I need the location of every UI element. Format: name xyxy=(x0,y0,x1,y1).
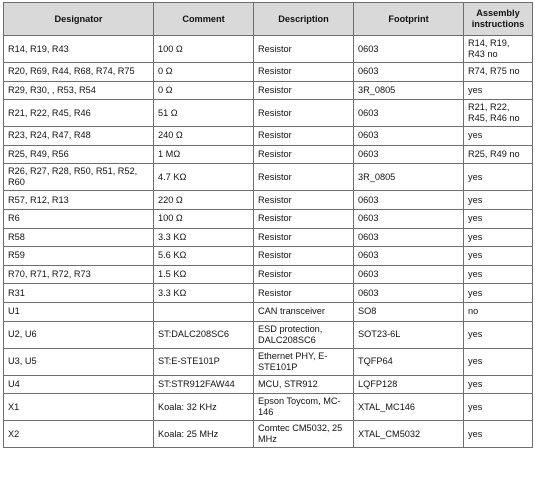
cell-designator: R23, R24, R47, R48 xyxy=(4,127,154,146)
cell-designator: U3, U5 xyxy=(4,348,154,375)
cell-comment: 51 Ω xyxy=(154,100,254,127)
cell-assembly: R25, R49 no xyxy=(464,145,533,164)
cell-designator: R29, R30, , R53, R54 xyxy=(4,81,154,100)
cell-comment: 240 Ω xyxy=(154,127,254,146)
header-designator: Designator xyxy=(4,3,154,36)
cell-description: Resistor xyxy=(254,247,354,266)
cell-footprint: 0603 xyxy=(354,265,464,284)
cell-description: Resistor xyxy=(254,265,354,284)
cell-description: Resistor xyxy=(254,164,354,191)
cell-description: Resistor xyxy=(254,63,354,82)
cell-assembly: yes xyxy=(464,81,533,100)
table-row xyxy=(4,265,533,284)
cell-assembly: yes xyxy=(464,321,533,348)
cell-footprint: 0603 xyxy=(354,63,464,82)
cell-footprint: SO8 xyxy=(354,302,464,321)
cell-designator: R20, R69, R44, R68, R74, R75 xyxy=(4,63,154,82)
cell-assembly: yes xyxy=(464,265,533,284)
table-row xyxy=(4,191,533,210)
cell-assembly: yes xyxy=(464,191,533,210)
cell-assembly: yes xyxy=(464,421,533,448)
header-description: Description xyxy=(254,3,354,36)
cell-assembly: yes xyxy=(464,284,533,303)
table-row xyxy=(4,63,533,82)
cell-footprint: 0603 xyxy=(354,247,464,266)
cell-assembly: yes xyxy=(464,375,533,394)
table-row xyxy=(4,209,533,228)
cell-footprint: TQFP64 xyxy=(354,348,464,375)
cell-description: Epson Toycom, MC-146 xyxy=(254,394,354,421)
cell-comment: Koala: 32 KHz xyxy=(154,394,254,421)
cell-assembly: yes xyxy=(464,209,533,228)
cell-designator: U2, U6 xyxy=(4,321,154,348)
cell-comment xyxy=(154,302,254,321)
cell-footprint: 3R_0805 xyxy=(354,81,464,100)
cell-designator: R59 xyxy=(4,247,154,266)
table-row xyxy=(4,247,533,266)
cell-footprint: 0603 xyxy=(354,191,464,210)
cell-description: Comtec CM5032, 25 MHz xyxy=(254,421,354,448)
cell-comment: 100 Ω xyxy=(154,209,254,228)
cell-designator: U4 xyxy=(4,375,154,394)
table-row xyxy=(4,321,533,348)
cell-footprint: 0603 xyxy=(354,145,464,164)
cell-description: ESD protection, DALC208SC6 xyxy=(254,321,354,348)
cell-comment: ST:STR912FAW44 xyxy=(154,375,254,394)
cell-designator: R6 xyxy=(4,209,154,228)
cell-comment: 3.3 KΩ xyxy=(154,284,254,303)
cell-description: Resistor xyxy=(254,228,354,247)
cell-comment: 4.7 KΩ xyxy=(154,164,254,191)
cell-comment: Koala: 25 MHz xyxy=(154,421,254,448)
cell-comment: ST:E-STE101P xyxy=(154,348,254,375)
cell-comment: 0 Ω xyxy=(154,81,254,100)
cell-footprint: SOT23-6L xyxy=(354,321,464,348)
table-row xyxy=(4,421,533,448)
cell-comment: 5.6 KΩ xyxy=(154,247,254,266)
table-row xyxy=(4,302,533,321)
table-body xyxy=(4,36,533,448)
cell-description: CAN transceiver xyxy=(254,302,354,321)
table-row xyxy=(4,394,533,421)
cell-comment: 220 Ω xyxy=(154,191,254,210)
cell-comment: ST:DALC208SC6 xyxy=(154,321,254,348)
cell-description: Resistor xyxy=(254,209,354,228)
cell-designator: R58 xyxy=(4,228,154,247)
cell-footprint: 0603 xyxy=(354,36,464,63)
cell-designator: R14, R19, R43 xyxy=(4,36,154,63)
cell-designator: R21, R22, R45, R46 xyxy=(4,100,154,127)
cell-assembly: yes xyxy=(464,247,533,266)
table-row xyxy=(4,284,533,303)
table-row xyxy=(4,36,533,63)
cell-assembly: R14, R19, R43 no xyxy=(464,36,533,63)
cell-assembly: R74, R75 no xyxy=(464,63,533,82)
cell-designator: R25, R49, R56 xyxy=(4,145,154,164)
cell-description: Resistor xyxy=(254,191,354,210)
cell-description: Resistor xyxy=(254,81,354,100)
table-row xyxy=(4,145,533,164)
cell-comment: 100 Ω xyxy=(154,36,254,63)
cell-footprint: 0603 xyxy=(354,100,464,127)
table-row xyxy=(4,127,533,146)
cell-comment: 0 Ω xyxy=(154,63,254,82)
bom-table xyxy=(3,2,533,448)
cell-comment: 3.3 KΩ xyxy=(154,228,254,247)
table-row xyxy=(4,164,533,191)
cell-footprint: 0603 xyxy=(354,284,464,303)
table-row xyxy=(4,228,533,247)
table-header xyxy=(4,3,533,36)
cell-designator: R70, R71, R72, R73 xyxy=(4,265,154,284)
cell-designator: X2 xyxy=(4,421,154,448)
cell-designator: R57, R12, R13 xyxy=(4,191,154,210)
cell-footprint: XTAL_CM5032 xyxy=(354,421,464,448)
cell-description: Resistor xyxy=(254,36,354,63)
cell-footprint: XTAL_MC146 xyxy=(354,394,464,421)
cell-designator: R31 xyxy=(4,284,154,303)
table-row xyxy=(4,100,533,127)
cell-description: Resistor xyxy=(254,145,354,164)
cell-description: Ethernet PHY, E-STE101P xyxy=(254,348,354,375)
cell-assembly: yes xyxy=(464,127,533,146)
table-row xyxy=(4,81,533,100)
cell-assembly: yes xyxy=(464,348,533,375)
cell-description: Resistor xyxy=(254,284,354,303)
cell-assembly: yes xyxy=(464,394,533,421)
cell-footprint: LQFP128 xyxy=(354,375,464,394)
header-row xyxy=(4,3,533,36)
table-row xyxy=(4,348,533,375)
cell-assembly: no xyxy=(464,302,533,321)
cell-footprint: 3R_0805 xyxy=(354,164,464,191)
cell-designator: R26, R27, R28, R50, R51, R52, R60 xyxy=(4,164,154,191)
table-row xyxy=(4,375,533,394)
cell-description: MCU, STR912 xyxy=(254,375,354,394)
cell-assembly: R21, R22, R45, R46 no xyxy=(464,100,533,127)
cell-assembly: yes xyxy=(464,164,533,191)
cell-comment: 1.5 KΩ xyxy=(154,265,254,284)
cell-comment: 1 MΩ xyxy=(154,145,254,164)
cell-description: Resistor xyxy=(254,127,354,146)
cell-footprint: 0603 xyxy=(354,228,464,247)
cell-assembly: yes xyxy=(464,228,533,247)
header-assembly-instructions: Assembly instructions xyxy=(464,3,533,36)
cell-footprint: 0603 xyxy=(354,127,464,146)
cell-designator: X1 xyxy=(4,394,154,421)
header-comment: Comment xyxy=(154,3,254,36)
cell-description: Resistor xyxy=(254,100,354,127)
cell-footprint: 0603 xyxy=(354,209,464,228)
header-footprint: Footprint xyxy=(354,3,464,36)
cell-designator: U1 xyxy=(4,302,154,321)
